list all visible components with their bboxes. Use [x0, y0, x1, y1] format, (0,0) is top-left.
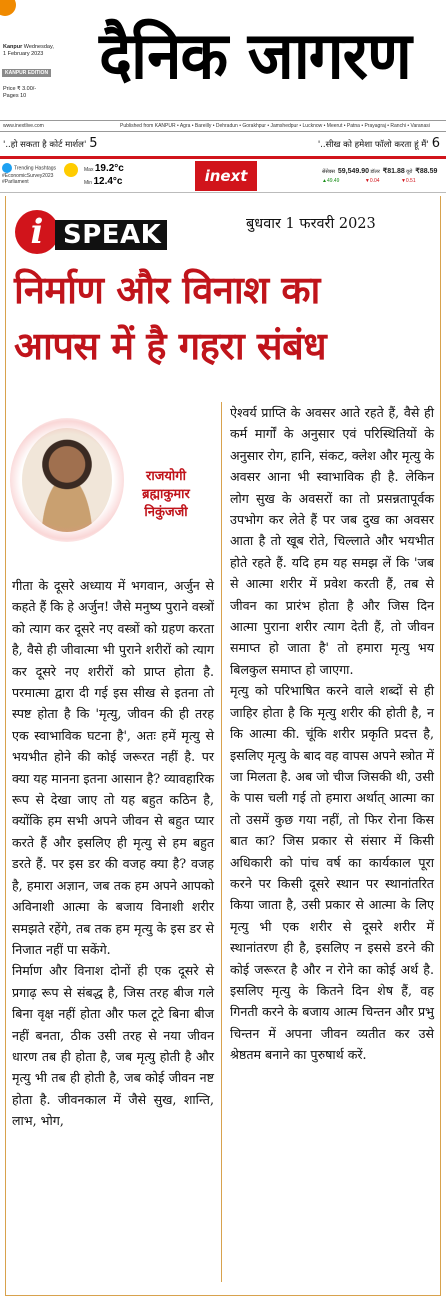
euro-value: ₹88.59 [415, 168, 438, 175]
dollar-value: ₹81.88 [382, 168, 405, 175]
newspaper-title: दैनिक जागरण [99, 17, 411, 94]
masthead [0, 0, 446, 120]
headline-line-1: निर्माण और विनाश का [14, 268, 320, 312]
paragraph: मृत्यु को परिभाषित करने वाले शब्दों से ही जाहिर होता है कि मृत्यु शरीर की होती है, न कि आत्मा की. चूंकि शरीर प्रकृति प्रदत्त है, इसलिए मृत्यु के बाद वह वापस अपने स्त्रोत में जा मिलता है. अब जो चीज जिसकी थी, उसी के पास चली गई तो हमारा अर्थात् आत्मा का तो उसमें कुछ गया नहीं, तो फिर रोना किस बात का? जिस प्रकार से संसार में किसी अधिकारी को पांच वर्ष का कार्यकाल पूरा करने पर किसी दूसरे स्थान पर स्थानांतरित किया जाता है, उसी प्रकार से आत्मा के लिए मृत्यु भी एक शरीर से दूसरे शरीर में स्थानांतरण ही है, इसलिए न इससे डरने की कोई जरूरत है और न रोने का कोई अर्थ है. इसलिए मृत्यु के कितने दिन शेष हैं, वह गिनती करने के बजाय आत्म चिन्तन और प्रभु चिन्तन में अपना जीवन व्यतीत कर उसे श्रेष्ठतम बनाने का पुरुषार्थ करें. [230, 683, 434, 1063]
max-label: Max [84, 167, 94, 173]
max-temp: 19.2°c [94, 163, 124, 174]
sensex-change-value: 49.49 [326, 178, 340, 184]
hashtag-2[interactable]: #Parliament [2, 179, 29, 185]
price: Price ₹ 3.00/- [3, 86, 37, 92]
sensex-label: सेंसेक्स [322, 169, 335, 175]
dollar-label: डॉलर [370, 169, 380, 175]
right-column [230, 402, 434, 1066]
headline-line-2: आपस में है गहरा संबंध [14, 324, 327, 368]
publish-strip [0, 120, 446, 132]
dateline [3, 44, 65, 58]
section-logo-i: i [15, 210, 59, 254]
min-label: Min [84, 180, 93, 186]
dateline-day: Wednesday, [23, 44, 54, 50]
paragraph: गीता के दूसरे अध्याय में भगवान, अर्जुन से कहते हैं कि हे अर्जुन! जैसे मनुष्य पुराने वस्त्रों को त्याग कर दूसरे नए वस्त्रों को ग्रहण करता है, वैसे ही जीवात्मा भी पुराने शरीरों को त्याग कर दूसरे नए शरीरों को प्राप्त होता है. परमात्मा द्वारा दी गई इस सीख से इतना तो स्पष्ट होता है कि 'मृत्यु, जीवन की ही तरह एक स्वाभाविक घटना है', अतः हमें मृत्यु से भयभीत होने की कोई जरूरत नहीं है. पर क्या यह मानना इतना आसान है? व्यावहारिक रूप से देखा जाए तो यह बहुत कठिन है, क्योंकि हम सभी अपने जीवन से बहुत प्यार करते हैं और इसलिए ही मृत्यु से हम बहुत डरते हैं. पर इस डर की वजह क्या है? वजह है, हमारा अज्ञान, जब तक हम अपने आपको अविनाशी आत्मा के बजाय विनाशी शरीर समझते रहेंगे, तब तक हम मृत्यु के इस डर से निजात नहीं पा सकेंगे. [12, 578, 214, 957]
author-name [118, 468, 214, 522]
section-logo [15, 210, 170, 254]
market-values-row [322, 167, 444, 175]
min-temp: 12.4°c [93, 176, 123, 187]
twitter-icon [2, 163, 12, 173]
author-given-name: निकुंजजी [144, 505, 188, 520]
sun-icon [64, 163, 78, 177]
teaser-right[interactable] [318, 136, 440, 151]
dollar-change-value: 0.04 [369, 178, 380, 184]
price-info [3, 86, 36, 100]
page-count: Pages 10 [3, 93, 27, 99]
author-title: राजयोगी [146, 469, 186, 484]
info-bar [0, 159, 446, 193]
headline [14, 262, 434, 374]
teaser-right-text: '..सीख को हमेशा फॉलो करता हूं मैं' [317, 140, 429, 150]
teaser-right-page: 6 [431, 136, 440, 151]
euro-label: यूरो [406, 169, 413, 175]
dollar-change: ▼0.04 [364, 178, 380, 184]
dateline-date: 1 February 2023 [3, 51, 44, 57]
teaser-left-page: 5 [89, 136, 98, 151]
teaser-left[interactable] [3, 136, 98, 151]
section-logo-word: SPEAK [55, 220, 167, 250]
article-date: बुधवार 1 फरवरी 2023 [246, 216, 376, 232]
inext-logo: inext [195, 161, 257, 191]
euro-change: ▼0.51 [400, 178, 416, 184]
dateline-place: Kanpur [3, 44, 23, 50]
publication-cities: Published from KANPUR • Agra • Bareilly • Dehradun • Gorakhpur • Jamshedpur • Lucknow • Meerut • Patna • Prayagraj • Ranchi • Varanasi [120, 123, 430, 129]
sensex-change: ▲49.49 [322, 178, 340, 184]
paragraph: निर्माण और विनाश दोनों ही एक दूसरे से प्रगाढ़ रूप से संबद्ध है, जिस तरह बीज गले बिना वृक्ष नहीं होता और फल टूटे बिना बीज नहीं बनता, ठीक उसी तरह से नया जीवन धारण तब ही होता है, जब मृत्यु होती है और मृत्यु भी तब ही होती है, जब कोई जीवन नष्ट होता है. जीवनकाल में जैसे सुख, शान्ति, लाभ, भोग, [12, 963, 214, 1129]
author-photo [22, 428, 112, 532]
market-ticker [322, 167, 444, 184]
market-changes-row [322, 178, 444, 184]
paragraph: ऐश्वर्य प्राप्ति के अवसर आते रहते हैं, वैसे ही कर्म मार्गों के अनुसार एवं परिस्थितियों के अनुसार रोग, हानि, संकट, क्लेश और मृत्यु के अवसर आना भी स्वाभाविक ही है. लेकिन लोग सुख के अवसरों का तो प्रसन्नतापूर्वक उपभोग कर लेते हैं पर जब दुख का अवसर आता है तो खूब रोते, चिल्लाते और भयभीत होते रहते हैं. यदि हम यह समझ लें कि 'जब से आत्मा शरीर में प्रवेश करती हैं, तब से जीवन का प्रारंभ होता है और जिस दिन आत्मा पुराना शरीर त्याग देती हैं, तो जीवन समाप्त हो जाता है' तो हमारा मृत्यु भय बिलकुल समाप्त हो जाएगा. [230, 405, 434, 677]
min-temp-row [84, 176, 122, 187]
sun-logo-icon [0, 0, 16, 16]
max-temp-row [84, 163, 124, 174]
author-affiliation: ब्रह्माकुमार [142, 487, 190, 502]
edition-badge: KANPUR EDITION [2, 69, 51, 77]
euro-change-value: 0.51 [405, 178, 416, 184]
trending-label: Trending Hashtags [14, 165, 57, 172]
trending-hashtags [2, 163, 56, 185]
teaser-left-text: '..हो सकता है कोर्ट मार्शल' [3, 140, 87, 150]
website-link[interactable]: www.inextlive.com [3, 123, 44, 129]
sensex-value: 59,549.90 [337, 168, 369, 175]
column-divider [221, 402, 222, 1282]
left-column [12, 575, 214, 1132]
hashtag-1[interactable]: #EconomicSurvey2023 [2, 173, 54, 179]
